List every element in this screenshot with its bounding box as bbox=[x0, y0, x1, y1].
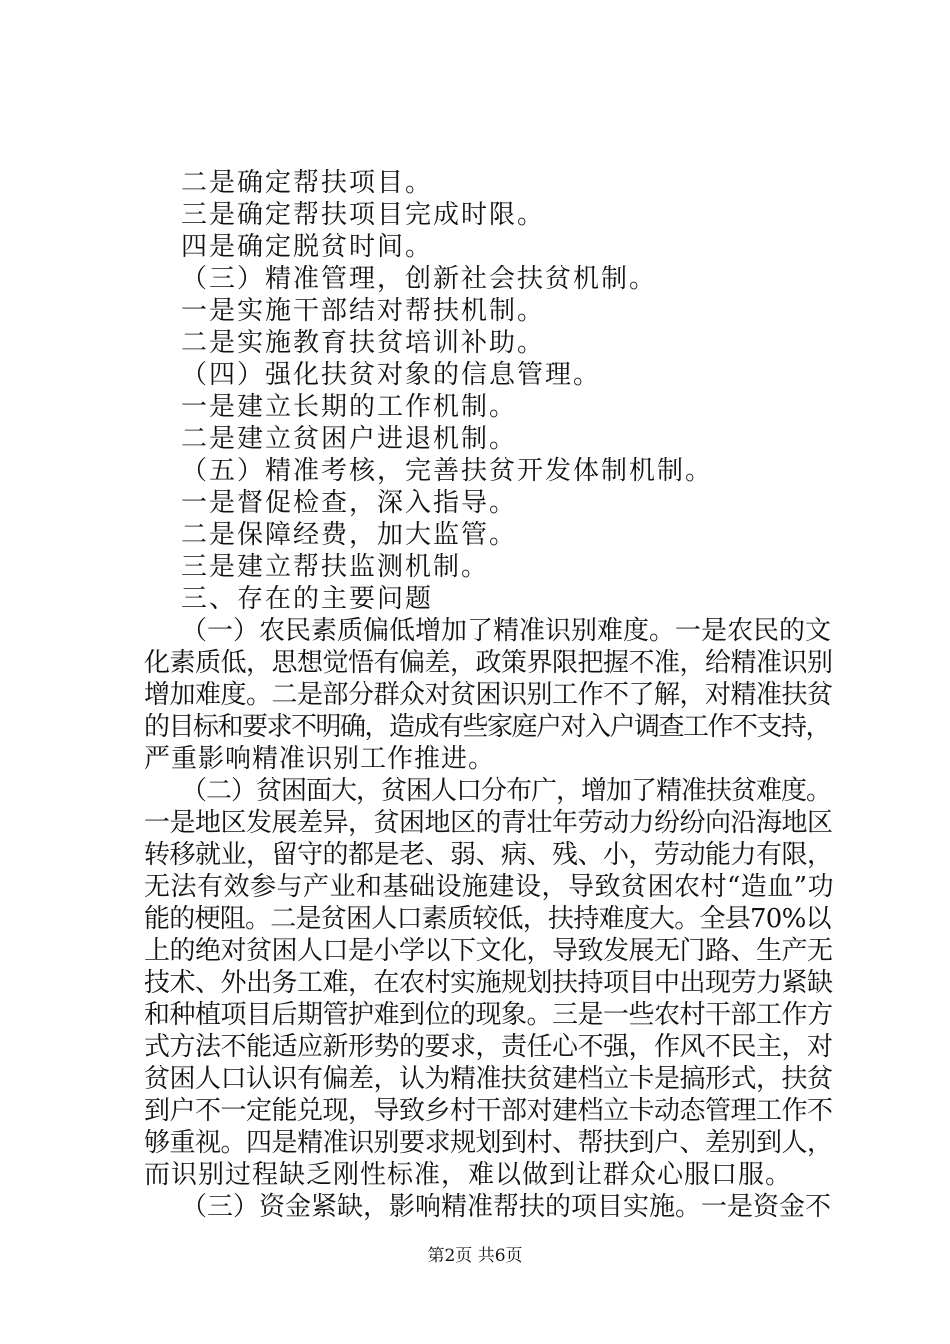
text-line: 三是建立帮扶监测机制。 bbox=[181, 552, 490, 582]
text-line: 二是确定帮扶项目。 bbox=[181, 168, 434, 198]
text-line: 一是实施干部结对帮扶机制。 bbox=[181, 296, 546, 326]
paragraph-row: 够重视。四是精准识别要求规划到村、帮扶到户、差别到人， bbox=[144, 1128, 833, 1158]
text-line: 一是建立长期的工作机制。 bbox=[181, 392, 518, 422]
paragraph-row: 和种植项目后期管护难到位的现象。三是一些农村干部工作方 bbox=[144, 1000, 833, 1030]
paragraph-row: 到户不一定能兑现，导致乡村干部对建档立卡动态管理工作不 bbox=[144, 1096, 833, 1126]
paragraph-row: 严重影响精准识别工作推进。 bbox=[144, 744, 496, 774]
chapter-heading: 三、存在的主要问题 bbox=[181, 584, 434, 614]
paragraph-row: 一是地区发展差异，贫困地区的青壮年劳动力纷纷向沿海地区 bbox=[144, 808, 833, 838]
section-heading: （四）强化扶贫对象的信息管理。 bbox=[181, 360, 602, 390]
paragraph-row: 的目标和要求不明确，造成有些家庭户对入户调查工作不支持， bbox=[144, 712, 831, 742]
paragraph-row: 增加难度。二是部分群众对贫困识别工作不了解，对精准扶贫 bbox=[144, 680, 833, 710]
paragraph-row: 化素质低，思想觉悟有偏差，政策界限把握不准，给精准识别 bbox=[144, 648, 833, 678]
paragraph-row: （三）资金紧缺，影响精准帮扶的项目实施。一是资金不 bbox=[181, 1192, 832, 1222]
section-heading: （三）精准管理，创新社会扶贫机制。 bbox=[181, 264, 658, 294]
paragraph-row: 无法有效参与产业和基础设施建设，导致贫困农村“造血”功 bbox=[144, 872, 835, 902]
text-line: 一是督促检查，深入指导。 bbox=[181, 488, 518, 518]
paragraph-row: 能的梗阻。二是贫困人口素质较低，扶持难度大。全县70%以 bbox=[144, 904, 831, 934]
paragraph-problem-1 bbox=[144, 615, 833, 775]
paragraph-row: 贫困人口认识有偏差，认为精准扶贫建档立卡是搞形式，扶贫 bbox=[144, 1064, 833, 1094]
paragraph-row: 转移就业，留守的都是老、弱、病、残、小，劳动能力有限， bbox=[144, 840, 833, 870]
paragraph-problem-2 bbox=[144, 775, 835, 1191]
paragraph-row: （一）农民素质偏低增加了精准识别难度。一是农民的文 bbox=[181, 616, 832, 646]
page-footer: 第2页 共6页 bbox=[427, 1246, 523, 1266]
text-line: 四是确定脱贫时间。 bbox=[181, 232, 434, 262]
paragraph-problem-3 bbox=[144, 1191, 832, 1223]
text-line: 二是保障经费，加大监管。 bbox=[181, 520, 518, 550]
paragraph-row: 上的绝对贫困人口是小学以下文化，导致发展无门路、生产无 bbox=[144, 936, 833, 966]
document-body bbox=[144, 167, 835, 1223]
text-line: 三是确定帮扶项目完成时限。 bbox=[181, 200, 546, 230]
paragraph-row: 技术、外出务工难，在农村实施规划扶持项目中出现劳力紧缺 bbox=[144, 968, 833, 998]
paragraph-row: 而识别过程缺乏刚性标准，难以做到让群众心服口服。 bbox=[144, 1160, 793, 1190]
paragraph-row: 式方法不能适应新形势的要求，责任心不强，作风不民主，对 bbox=[144, 1032, 833, 1062]
section-heading: （五）精准考核，完善扶贫开发体制机制。 bbox=[181, 456, 714, 486]
paragraph-row: （二）贫困面大，贫困人口分布广，增加了精准扶贫难度。 bbox=[181, 776, 832, 806]
text-line: 二是实施教育扶贫培训补助。 bbox=[181, 328, 546, 358]
text-line: 二是建立贫困户进退机制。 bbox=[181, 424, 518, 454]
